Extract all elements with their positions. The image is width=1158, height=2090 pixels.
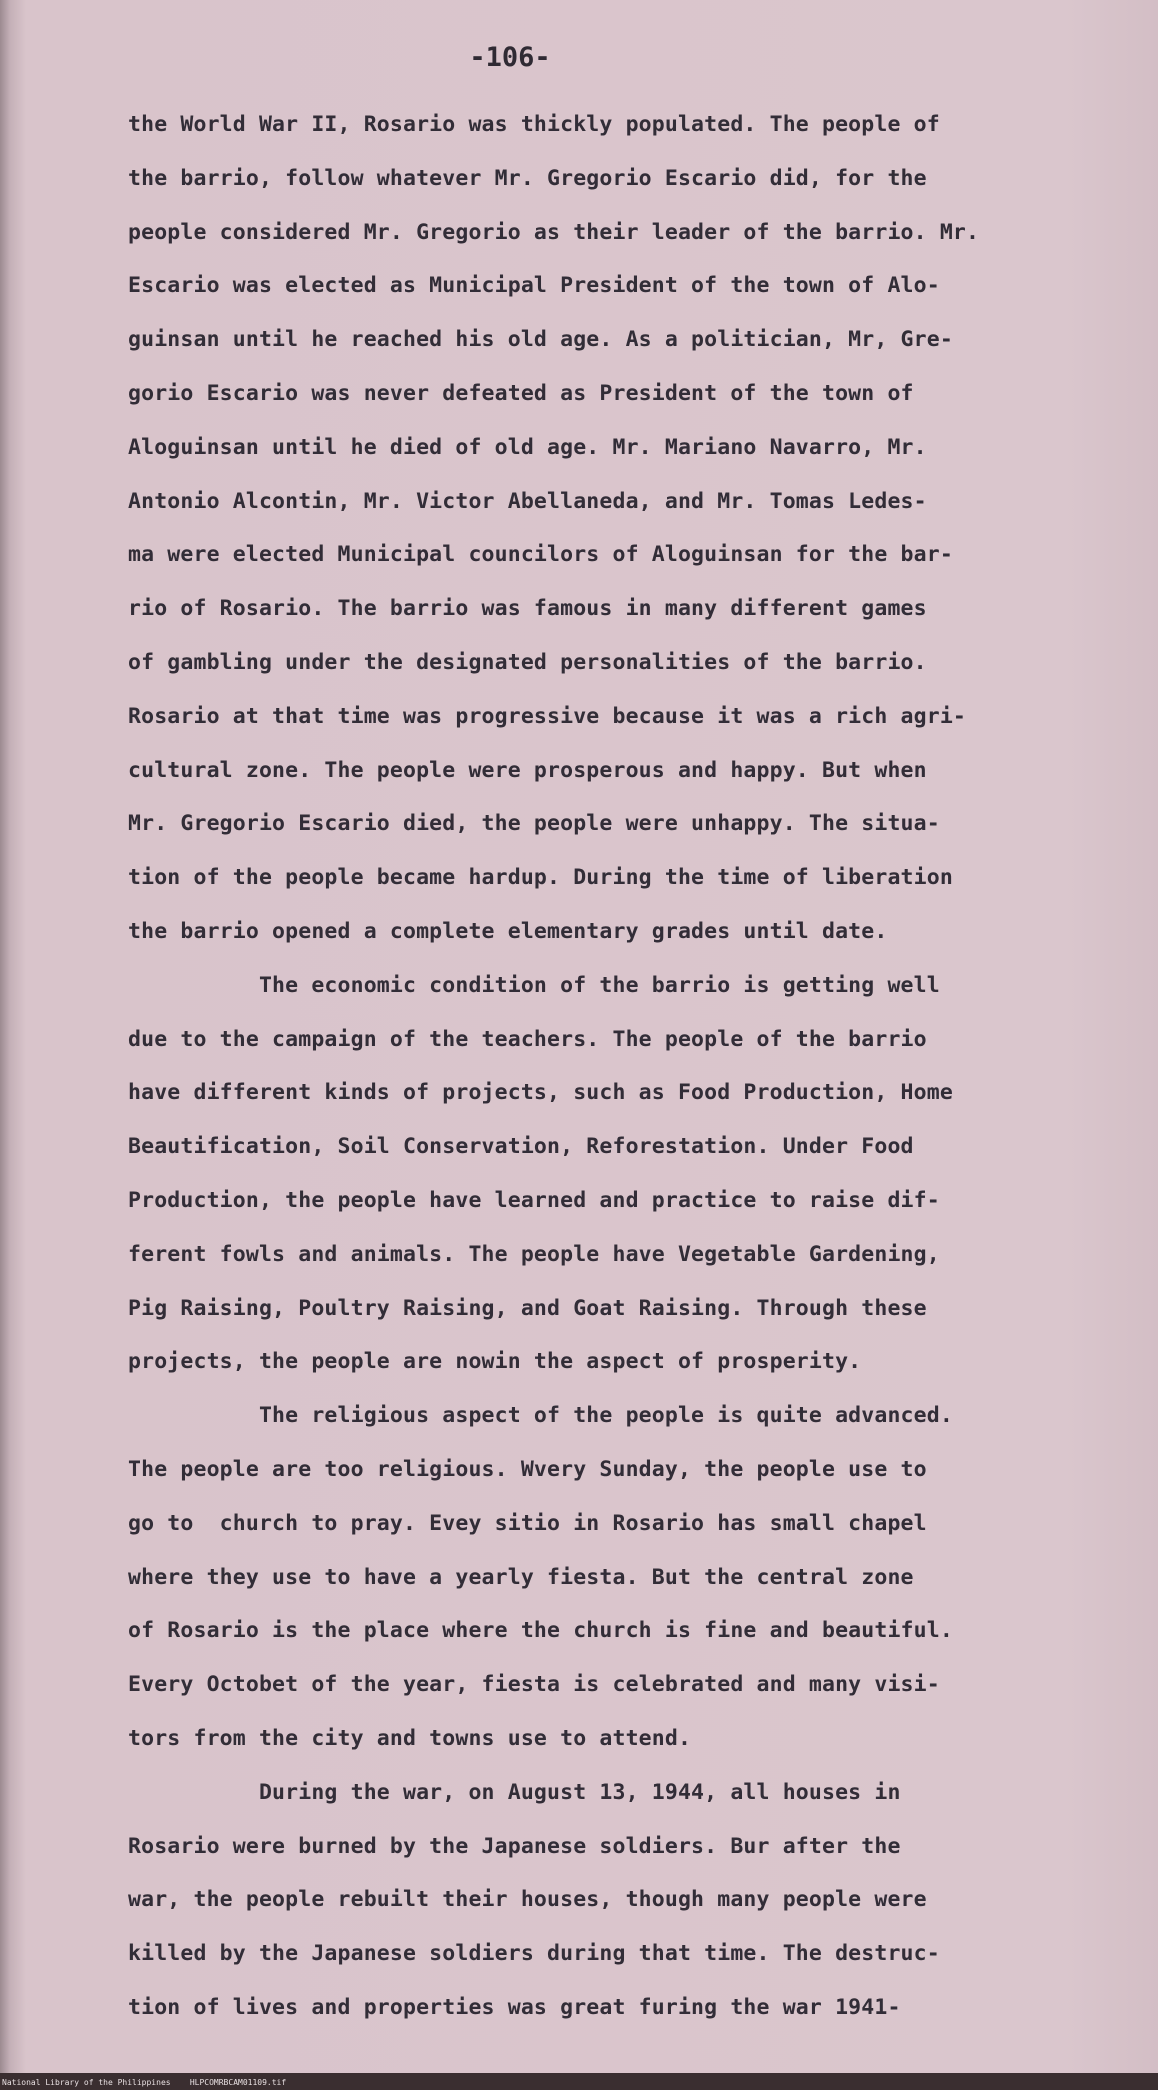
text-line: projects, the people are nowin the aspect of prosperity. — [128, 1349, 862, 1375]
text-line: Mr. Gregorio Escario died, the people were unhappy. The situa- — [128, 811, 940, 837]
text-line: The religious aspect of the people is quite advanced. — [128, 1403, 953, 1429]
text-line: Rosario were burned by the Japanese soldiers. Bur after the — [128, 1833, 901, 1859]
text-line: where they use to have a yearly fiesta. But the central zone — [128, 1564, 914, 1590]
text-line: due to the campaign of the teachers. The people of the barrio — [128, 1026, 927, 1052]
text-line: ferent fowls and animals. The people have Vegetable Gardening, — [128, 1241, 940, 1267]
text-line: go to church to pray. Evey sitio in Rosario has small chapel — [128, 1510, 927, 1536]
text-line: Pig Raising, Poultry Raising, and Goat Raising. Through these — [128, 1295, 927, 1321]
text-line: Rosario at that time was progressive because it was a rich agri- — [128, 703, 967, 729]
text-line: Beautification, Soil Conservation, Reforestation. Under Food — [128, 1134, 914, 1160]
text-line: Antonio Alcontin, Mr. Victor Abellaneda, and Mr. Tomas Ledes- — [128, 488, 927, 514]
text-line: The economic condition of the barrio is getting well — [128, 972, 940, 998]
text-line: rio of Rosario. The barrio was famous in many different games — [128, 596, 927, 622]
text-line: people considered Mr. Gregorio as their leader of the barrio. Mr. — [128, 219, 980, 245]
text-line: of gambling under the designated personalities of the barrio. — [128, 649, 927, 675]
text-line: gorio Escario was never defeated as President of the town of — [128, 380, 914, 406]
text-line: war, the people rebuilt their houses, though many people were — [128, 1887, 927, 1913]
text-line: ma were elected Municipal councilors of Aloguinsan for the bar- — [128, 542, 953, 568]
text-line: Escario was elected as Municipal President of the town of Alo- — [128, 273, 940, 299]
text-line: tion of lives and properties was great furing the war 1941- — [128, 1994, 901, 2020]
page-number: -106- — [469, 42, 551, 73]
text-line: tion of the people became hardup. During the time of liberation — [128, 865, 953, 891]
text-line: Every Octobet of the year, fiesta is celebrated and many visi- — [128, 1672, 940, 1698]
text-line: During the war, on August 13, 1944, all houses in — [128, 1779, 901, 1805]
text-line: the World War II, Rosario was thickly populated. The people of — [128, 112, 940, 137]
scan-footer-caption: National Library of the Philippines HLPCOMRBCAM01109.tif — [2, 2078, 287, 2087]
text-line: the barrio opened a complete elementary grades until date. — [128, 918, 888, 944]
text-line: have different kinds of projects, such as Food Production, Home — [128, 1080, 953, 1106]
text-line: Production, the people have learned and practice to raise dif- — [128, 1187, 940, 1213]
text-line: Aloguinsan until he died of old age. Mr. Mariano Navarro, Mr. — [128, 434, 927, 460]
text-line: cultural zone. The people were prosperous and happy. But when — [128, 757, 927, 783]
text-line: the barrio, follow whatever Mr. Gregorio Escario did, for the — [128, 165, 927, 191]
typed-text-body — [128, 98, 1048, 2035]
text-line: guinsan until he reached his old age. As a politician, Mr, Gre- — [128, 327, 953, 353]
text-line: The people are too religious. Wvery Sunday, the people use to — [128, 1456, 927, 1482]
text-line: of Rosario is the place where the church is fine and beautiful. — [128, 1618, 953, 1644]
text-line: tors from the city and towns use to attend. — [128, 1725, 692, 1751]
text-line: killed by the Japanese soldiers during that time. The destruc- — [128, 1941, 940, 1967]
